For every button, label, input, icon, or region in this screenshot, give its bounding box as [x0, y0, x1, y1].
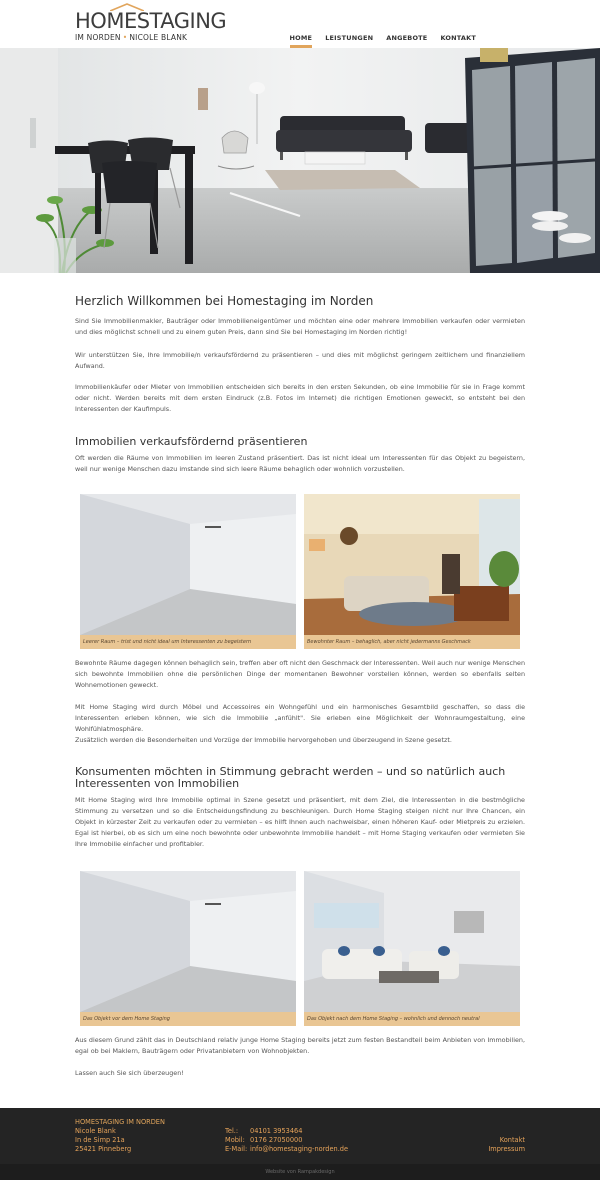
mobil-value[interactable]: 0176 27050000 — [250, 1136, 303, 1144]
nav-leistungen[interactable]: LEISTUNGEN — [325, 34, 374, 42]
section-paragraph: Bewohnte Räume dagegen können behaglich sein, treffen aber oft nicht den Geschmack der Interessenten. Weil auch nur wenige Menschen sich bewohnte Immobilien ohne die persönlichen Dinge der momentanen Bewohner vorstellen können, werden so ebenfalls selten Wohnemotionen geweckt. — [75, 659, 525, 689]
page-title: Herzlich Willkommen bei Homestaging im Norden — [75, 294, 374, 308]
section-paragraph: Aus diesem Grund zählt das in Deutschland relativ junge Home Staging bereits jetzt zum festen Bestandteil beim Anbieten von Immobilien, egal ob bei Maklern, Bauträgern oder Privatanbietern von Wohnobjekten. — [75, 1036, 525, 1055]
tel-value[interactable]: 04101 3953464 — [250, 1127, 303, 1135]
footer-street: In de Simp 21a — [75, 1136, 125, 1144]
section-paragraph: Zusätzlich werden die Besonderheiten und Vorzüge der Immobilie hervorgehoben und überzeugend in Szene gesetzt. — [75, 736, 452, 744]
photo-caption: Leerer Raum – trist und nicht ideal um Interessenten zu begeistern — [80, 635, 296, 649]
intro-paragraph: Sind Sie Immobilienmakler, Bauträger oder Immobilieneigentümer und möchten eine oder mehrere Immobilien verkaufen oder vermieten und dies möglichst schnell und zu einem guten Preis, dann sind Sie bei Homestaging im Norden richtig! — [75, 317, 525, 336]
photo-after-staging — [304, 871, 520, 1026]
footer-city: 25421 Pinneberg — [75, 1145, 132, 1153]
footer-address — [75, 1118, 165, 1154]
tel-label: Tel.: — [225, 1127, 239, 1135]
section-title: Konsumenten möchten in Stimmung gebracht werden – und so natürlich auch Interessenten von Immobilien — [75, 765, 506, 790]
main-nav — [290, 34, 477, 48]
photo-row — [80, 494, 520, 649]
photo-living-room — [304, 494, 520, 649]
glass-cabinet — [465, 48, 600, 273]
footer-link-impressum[interactable]: Impressum — [488, 1145, 525, 1153]
photo-empty-room — [80, 494, 296, 649]
footer-links — [488, 1136, 525, 1154]
logo-subtitle: IM NORDEN • NICOLE BLANK — [75, 33, 188, 42]
section-title: Immobilien verkaufsfördernd präsentieren — [75, 435, 308, 448]
intro-paragraph: Immobilienkäufer oder Mieter von Immobilien entscheiden sich bereits in den ersten Sekunden, ob eine Immobilie für sie in Frage kommt oder nicht. Werden bereits mit dem ersten Eindruck (z.B. Fotos im Internet) die richtigen Emotionen geweckt, so entsteht bei den Interessenten der Kaufimpuls. — [75, 383, 525, 413]
footer-link-kontakt[interactable]: Kontakt — [499, 1136, 525, 1144]
hero-image — [0, 48, 600, 273]
living-room-image — [304, 494, 520, 635]
section-paragraph: Lassen auch Sie sich überzeugen! — [75, 1069, 184, 1077]
intro-paragraph: Wir unterstützen Sie, Ihre Immobilie/n verkaufsfördernd zu präsentieren – und dies mit möglichst geringem zeitlichem und finanziellem Aufwand. — [75, 351, 525, 370]
logo-title: HOMESTAGING — [75, 9, 227, 33]
photo-before-staging — [80, 871, 296, 1026]
after-staging-image — [304, 871, 520, 1012]
section-paragraph: Mit Home Staging wird durch Möbel und Accessoires ein Wohngefühl und ein harmonisches Gesamtbild geschaffen, so dass die Interessenten erleben können, wie sich die Immobilie „anfühlt". Sie erleben eine Möglichkeit der Wohnraumgestaltung, eine Wohlfühlatmosphäre. — [75, 703, 525, 733]
email-label: E-Mail: — [225, 1145, 248, 1153]
credit-link[interactable]: Website von Rampakdesign — [265, 1169, 335, 1175]
empty-room-image — [80, 494, 296, 635]
footer-name: Nicole Blank — [75, 1127, 116, 1135]
footer-company: HOMESTAGING IM NORDEN — [75, 1118, 165, 1126]
before-staging-image — [80, 871, 296, 1012]
photo-caption: Bewohnter Raum – behaglich, aber nicht jedermanns Geschmack — [304, 635, 520, 649]
logo[interactable] — [75, 9, 227, 42]
photo-caption: Das Objekt nach dem Home Staging – wohnlich und dennoch neutral — [304, 1012, 520, 1026]
nav-angebote[interactable]: ANGEBOTE — [386, 34, 428, 42]
logo-roof-icon — [110, 3, 144, 11]
nav-kontakt[interactable]: KONTAKT — [440, 34, 476, 42]
section-paragraph: Oft werden die Räume von Immobilien im leeren Zustand präsentiert. Das ist nicht ideal um Interessenten für das Objekt zu begeistern, weil nur wenige Menschen dazu imstande sind sich leere Räume behaglich oder wohnlich vorzustellen. — [75, 454, 525, 473]
site-footer — [0, 1108, 600, 1164]
photo-caption: Das Objekt vor dem Home Staging — [80, 1012, 296, 1026]
nav-home[interactable]: HOME — [290, 34, 313, 48]
email-link[interactable]: info@homestaging-norden.de — [250, 1145, 349, 1153]
mobil-label: Mobil: — [225, 1136, 245, 1144]
site-header — [0, 0, 600, 48]
footer-contact — [225, 1127, 348, 1154]
section-paragraph: Mit Home Staging wird Ihre Immobilie optimal in Szene gesetzt und präsentiert, mit dem Ziel, die Interessenten in die bestmögliche Stimmung zu versetzen und so die Entscheidungsfindung zu beschleunigen. Durch Home Staging steigen nicht nur Ihre Chancen, ein Objekt in kürzester Zeit zu verkaufen oder zu vermieten – es hilft Ihnen auch nachweisbar, einen höheren Kauf- oder Mietpreis zu erzielen. Egal ist hierbei, ob es sich um eine noch bewohnte oder unbewohnte Immobilie handelt – mit Home Staging verkaufen oder vermieten Sie Ihre Immobilie einfacher und profitabler. — [75, 796, 525, 848]
credit-bar — [0, 1164, 600, 1180]
photo-row — [80, 871, 520, 1026]
